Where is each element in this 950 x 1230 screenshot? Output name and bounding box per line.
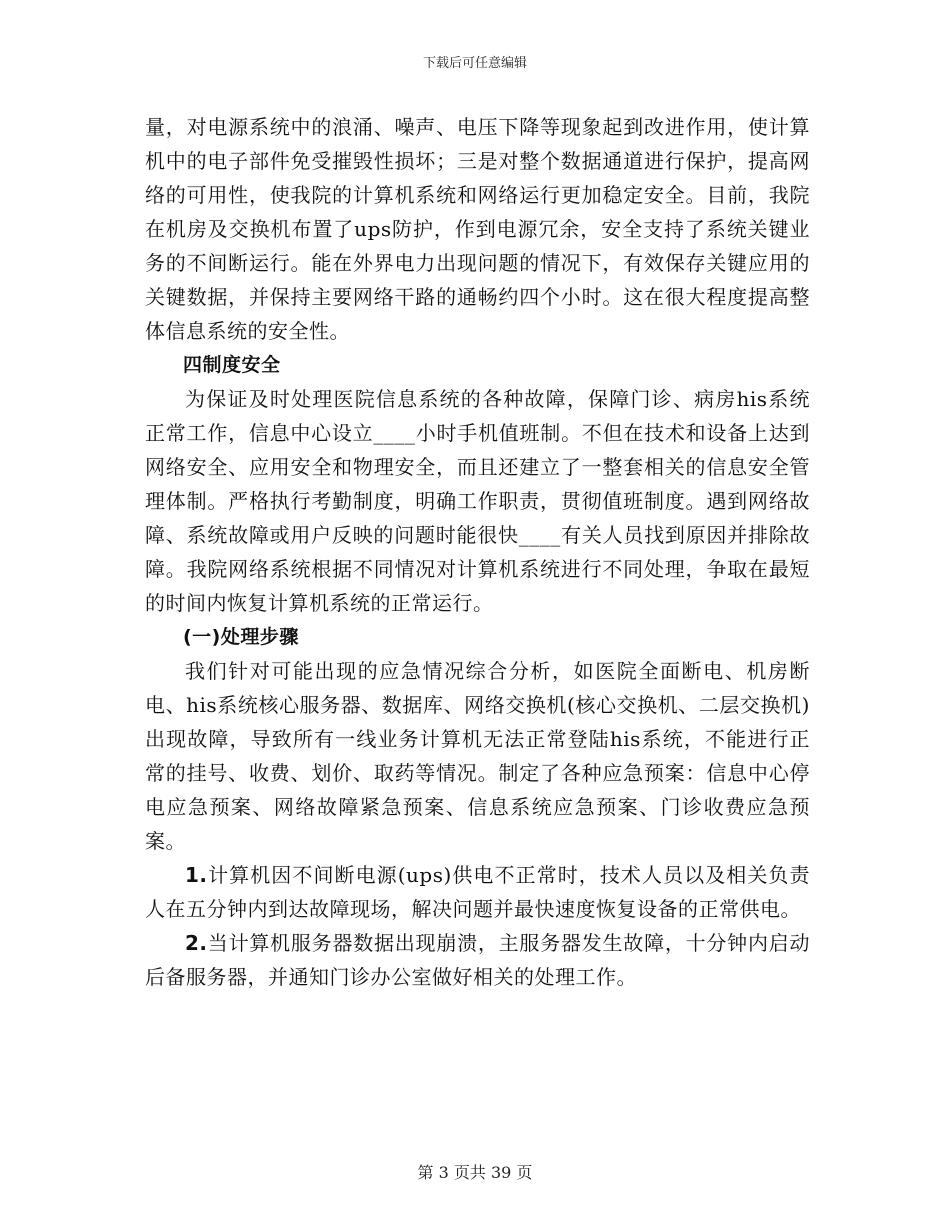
subsection-heading-steps: (一)处理步骤: [183, 626, 299, 648]
list-item-2: [145, 926, 810, 994]
paragraph-institution: 为保证及时处理医院信息系统的各种故障，保障门诊、病房his系统正常工作，信息中心设立____小时手机值班制。不但在技术和设备上达到网络安全、应用安全和物理安全，而且还建立了一整套相关的信息安全管理体制。严格执行考勤制度，明确工作职责，贯彻值班制度。遇到网络故障、系统故障或用户反映的问题时能很快____有关人员找到原因并排除故障。我院网络系统根据不同情况对计算机系统进行不同处理，争取在最短的时间内恢复计算机系统的正常运行。: [145, 387, 810, 615]
list-item-1-text: 计算机因不间断电源(ups)供电不正常时，技术人员以及相关负责人在五分钟内到达故障现场，解决问题并最快速度恢复设备的正常供电。: [145, 863, 810, 921]
page-header: 下载后可任意编辑: [422, 56, 527, 71]
paragraph-analysis: 我们针对可能出现的应急情况综合分析，如医院全面断电、机房断电、his系统核心服务器、数据库、网络交换机(核心交换机、二层交换机)出现故障，导致所有一线业务计算机无法正常登陆his系统，不能进行正常的挂号、收费、划价、取药等情况。制定了各种应急预案：信息中心停电应急预案、网络故障紧急预案、信息系统应急预案、门诊收费应急预案。: [145, 659, 810, 853]
paragraph-continued: 量，对电源系统中的浪涌、噪声、电压下降等现象起到改进作用，使计算机中的电子部件免受摧毁性损坏；三是对整个数据通道进行保护，提高网络的可用性，使我院的计算机系统和网络运行更加稳定安全。目前，我院在机房及交换机布置了ups防护，作到电源冗余，安全支持了系统关键业务的不间断运行。能在外界电力出现问题的情况下，有效保存关键应用的关键数据，并保持主要网络干路的通畅约四个小时。这在很大程度提高整体信息系统的安全性。: [145, 115, 810, 343]
list-item-1-number: 1.: [185, 863, 208, 887]
list-item-2-text: 当计算机服务器数据出现崩溃，主服务器发生故障，十分钟内启动后备服务器，并通知门诊办公室做好相关的处理工作。: [145, 931, 810, 989]
page-footer: 第 3 页共 39 页: [417, 1163, 533, 1182]
document-body: [145, 110, 810, 994]
section-heading-institution-security: 四制度安全: [183, 354, 281, 376]
list-item-2-number: 2.: [185, 931, 208, 955]
list-item-1: [145, 858, 810, 926]
